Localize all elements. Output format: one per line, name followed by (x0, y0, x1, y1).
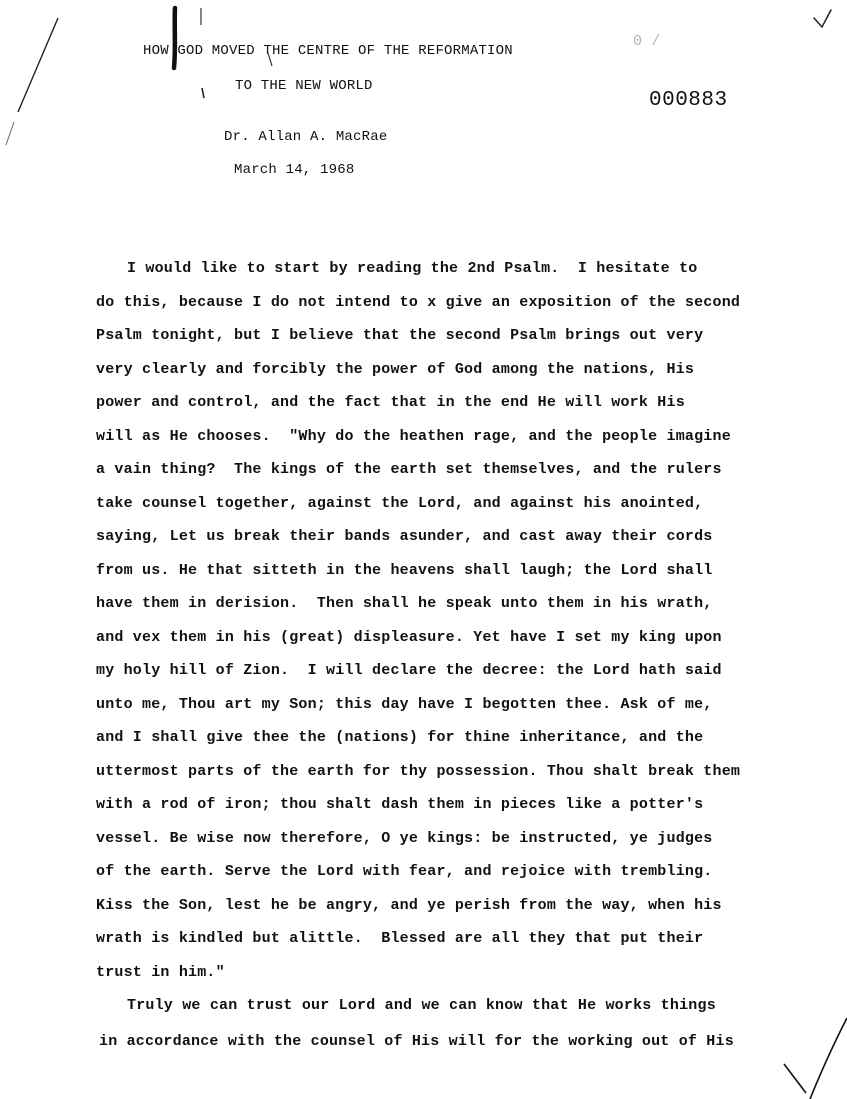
body-line-19: of the earth. Serve the Lord with fear, and rejoice with trembling. (96, 863, 713, 880)
body-line-8: take counsel together, against the Lord, and against his anointed, (96, 495, 704, 512)
body-line-14: unto me, Thou art my Son; this day have I begotten thee. Ask of me, (96, 696, 713, 713)
body-line-3: Psalm tonight, but I believe that the second Psalm brings out very (96, 327, 704, 344)
body-line-7: a vain thing? The kings of the earth set themselves, and the rulers (96, 461, 722, 478)
body-line-12: and vex them in his (great) displeasure. Yet have I set my king upon (96, 629, 722, 646)
author-name: Dr. Allan A. MacRae (224, 129, 388, 145)
body-line-9: saying, Let us break their bands asunder, and cast away their cords (96, 528, 713, 545)
body-line-20: Kiss the Son, lest he be angry, and ye perish from the way, when his (96, 897, 722, 914)
checkmark-icon (814, 10, 831, 27)
body-line-23: Truly we can trust our Lord and we can know that He works things (127, 997, 716, 1014)
corner-slash-mark (810, 1018, 847, 1099)
body-line-4: very clearly and forcibly the power of God among the nations, His (96, 361, 695, 378)
body-line-22: trust in him." (96, 964, 225, 981)
corner-check-mark (784, 1064, 806, 1093)
body-line-18: vessel. Be wise now therefore, O ye kings: be instructed, ye judges (96, 830, 713, 847)
body-line-16: uttermost parts of the earth for thy possession. Thou shalt break them (96, 763, 741, 780)
heavy-vertical-mark (174, 8, 175, 68)
document-number: 000883 (649, 89, 728, 112)
lecture-date: March 14, 1968 (234, 162, 355, 178)
title-line-2: TO THE NEW WORLD (235, 78, 373, 94)
body-line-10: from us. He that sitteth in the heavens shall laugh; the Lord shall (96, 562, 713, 579)
body-line-11: have them in derision. Then shall he speak unto them in his wrath, (96, 595, 713, 612)
body-line-1: I would like to start by reading the 2nd Psalm. I hesitate to (127, 260, 698, 277)
body-line-5: power and control, and the fact that in the end He will work His (96, 394, 685, 411)
margin-pen-line (18, 18, 58, 112)
body-line-24: in accordance with the counsel of His will for the working out of His (99, 1033, 734, 1050)
stray-mark (202, 88, 204, 98)
title-line-1: HOW GOD MOVED THE CENTRE OF THE REFORMATION (143, 43, 513, 59)
body-line-17: with a rod of iron; thou shalt dash them in pieces like a potter's (96, 796, 704, 813)
body-line-21: wrath is kindled but alittle. Blessed are all they that put their (96, 930, 704, 947)
margin-pen-tick (6, 122, 14, 145)
margin-note: 0 / (633, 33, 661, 50)
body-line-15: and I shall give thee the (nations) for thine inheritance, and the (96, 729, 704, 746)
body-line-13: my holy hill of Zion. I will declare the decree: the Lord hath said (96, 662, 722, 679)
body-line-2: do this, because I do not intend to x give an exposition of the second (96, 294, 741, 311)
caret-mark (268, 53, 272, 66)
body-line-6: will as He chooses. "Why do the heathen rage, and the people imagine (96, 428, 731, 445)
